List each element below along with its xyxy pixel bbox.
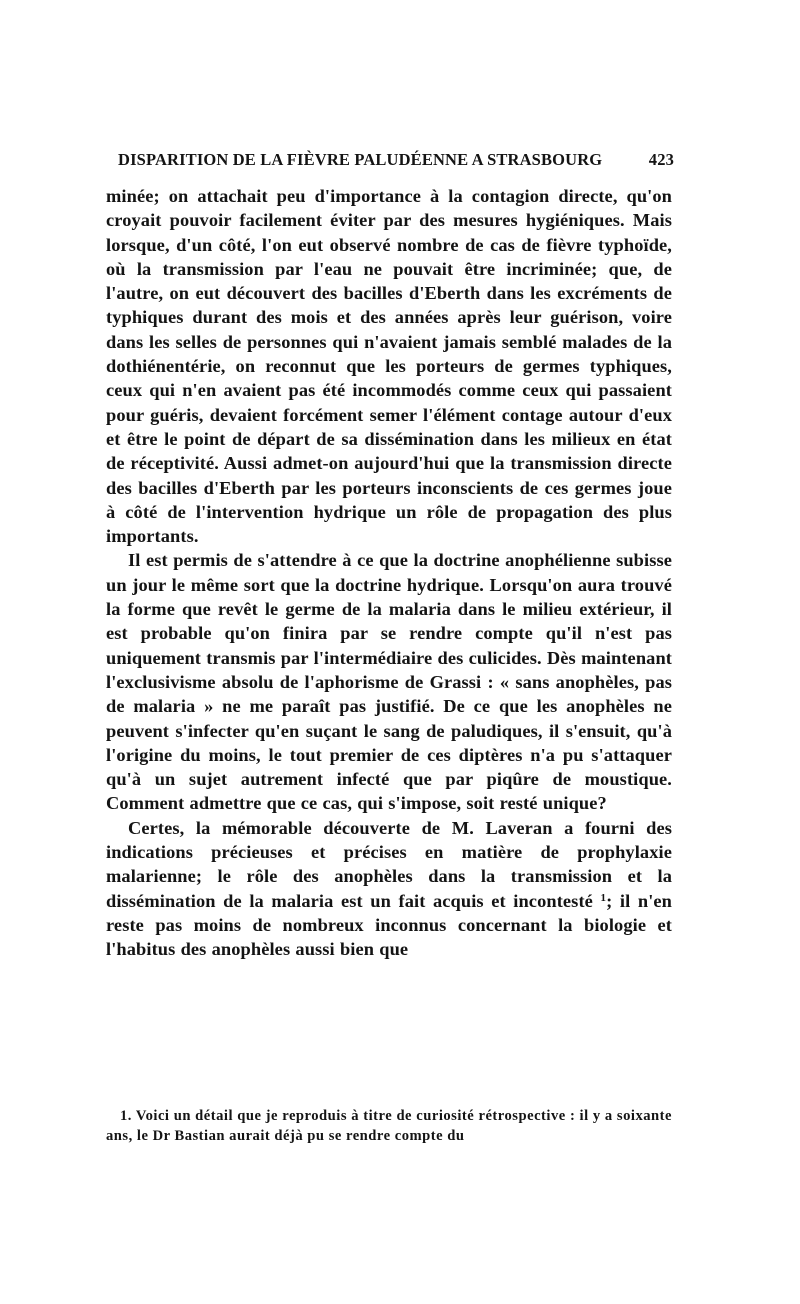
footnote-reference: 1 (600, 891, 607, 904)
running-title: DISPARITION DE LA FIÈVRE PALUDÉENNE A STRASBOURG (118, 150, 603, 169)
running-header (118, 150, 674, 172)
paragraph-continued: minée; on attachait peu d'importance à la contagion directe, qu'on croyait pouvoir facilement éviter par des mesures hygiéniques. Mais lorsque, d'un côté, l'on eut observé nombre de cas de fièvre typhoïde, où la transmission par l'eau ne pouvait être incriminée; que, de l'autre, on eut découvert des bacilles d'Eberth dans les excréments de typhiques durant des mois et des années après leur guérison, voire dans les selles de personnes qui n'avaient jamais semblé malades de la dothiénentérie, on reconnut que les porteurs de germes typhiques, ceux qui n'en avaient pas été incommodés comme ceux qui passaient pour guéris, devaient forcément semer l'élément contage autour d'eux et être le point de départ de sa dissémination dans les milieux en état de réceptivité. Aussi admet-on aujourd'hui que la transmission directe des bacilles d'Eberth par les porteurs inconscients de ces germes joue à côté de l'intervention hydrique un rôle de propagation des plus importants. (106, 186, 672, 547)
paragraph-text-part-1: Certes, la mémorable découverte de M. Laveran a fourni des indications précieuses et précises en matière de prophylaxie malarienne; le rôle des anophèles dans la transmission et la dissémination de la malaria est un fait acquis et incontesté (106, 817, 672, 911)
paragraph-text-part-2: ; il n'en reste pas moins de nombreux inconnus concernant la biologie et l'habitus des anophèles aussi bien que (106, 890, 673, 960)
footnotes (106, 1106, 672, 1146)
page-number: 423 (648, 150, 674, 169)
paragraph-laveran-discovery (106, 816, 672, 962)
main-text (106, 184, 672, 962)
footnote-1: 1. Voici un détail que je reproduis à titre de curiosité rétrospective : il y a soixante ans, le Dr Bastian aurait déjà pu se rendre compte du (106, 1108, 672, 1144)
paragraph-anophelian-doctrine: Il est permis de s'attendre à ce que la doctrine anophélienne subisse un jour le même sort que la doctrine hydrique. Lorsqu'on aura trouvé la forme que revêt le germe de la malaria dans le milieu extérieur, il est probable qu'on finira par se rendre compte qu'il n'est pas uniquement transmis par l'intermédiaire des culicides. Dès maintenant l'exclusivisme absolu de l'aphorisme de Grassi : « sans anophèles, pas de malaria » ne me paraît pas justifié. De ce que les anophèles ne peuvent s'infecter qu'en suçant le sang de paludiques, il s'ensuit, qu'à l'origine du moins, le tout premier de ces diptères n'a pu s'attaquer qu'à un sujet autrement infecté que par piqûre de moustique. Comment admettre que ce cas, qui s'impose, soit resté unique? (106, 550, 672, 814)
